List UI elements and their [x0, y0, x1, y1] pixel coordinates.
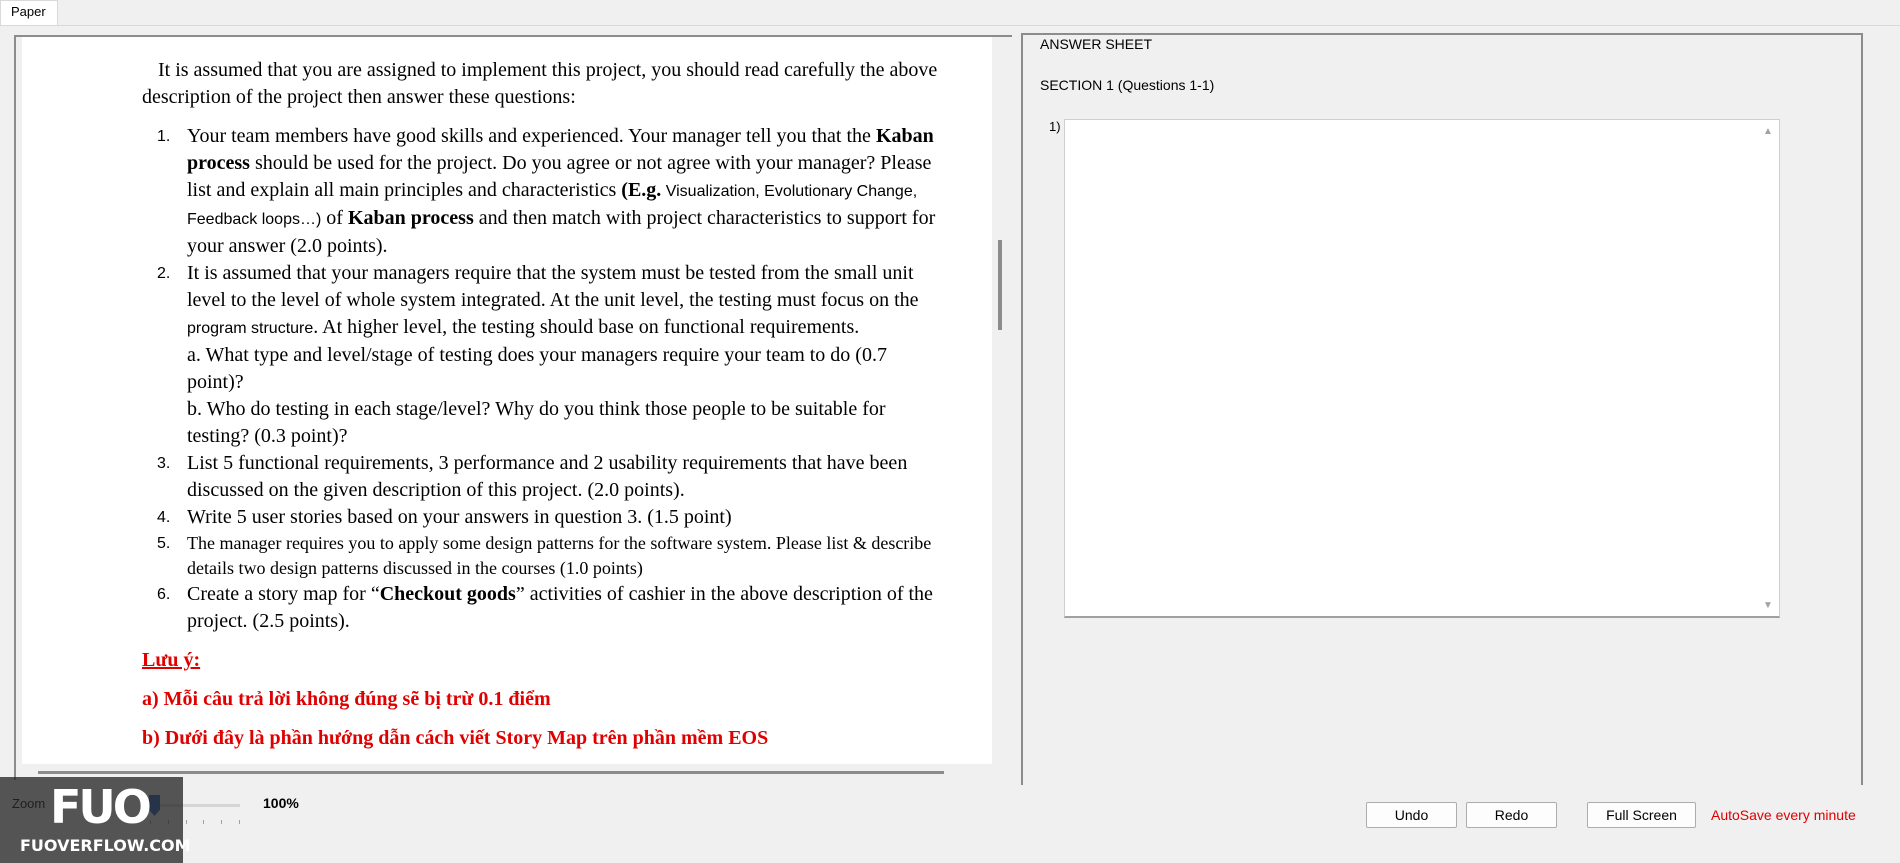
- intro-paragraph: It is assumed that you are assigned to implement this project, you should read carefully the above description of the project then answer these questions:: [142, 59, 938, 108]
- bold-term: (E.g.: [621, 179, 662, 201]
- question-text: It is assumed that your managers require that the system must be tested from the small unit level to the level of whole system integrated. At the unit level, the testing must focus on the: [187, 262, 919, 311]
- autosave-notice: AutoSave every minute: [1711, 807, 1856, 823]
- exam-questions: [142, 57, 942, 752]
- scroll-up-arrow-icon[interactable]: ▲: [1763, 126, 1773, 137]
- full-screen-button[interactable]: Full Screen: [1587, 802, 1696, 828]
- redo-button[interactable]: Redo: [1466, 802, 1557, 828]
- question-text: ” activities of cashier in the above description of the project. (2.5 points).: [187, 583, 933, 632]
- bold-term: Kaban process: [187, 125, 934, 174]
- question-number: 2.: [157, 265, 171, 282]
- question-text: . At higher level, the testing should base on functional requirements.: [313, 316, 860, 338]
- question-text: List 5 functional requirements, 3 performance and 2 usability requirements that have been discussed on the given description of this project. (2.0 points).: [187, 452, 908, 501]
- question-number: 5.: [157, 535, 171, 552]
- question-1: [142, 123, 942, 260]
- answer-sheet-title: ANSWER SHEET: [1040, 36, 1153, 52]
- undo-button[interactable]: Undo: [1366, 802, 1457, 828]
- section-title: SECTION 1 (Questions 1-1): [1040, 77, 1215, 93]
- tab-paper[interactable]: Paper: [0, 0, 58, 25]
- watermark-text: FUOVERFLOW.COM: [20, 836, 191, 855]
- note-a: a) Mỗi câu trả lời không đúng sẽ bị trừ 0.1 điểm: [142, 688, 551, 710]
- paper-vertical-scrollbar[interactable]: [998, 240, 1002, 330]
- question-number: 3.: [157, 455, 171, 472]
- tab-strip: [0, 0, 1900, 26]
- note-b: b) Dưới đây là phần hướng dẫn cách viết Story Map trên phần mềm EOS: [142, 727, 769, 749]
- example-list: Visualization, Evolutionary Change, Feedback loops…): [187, 183, 918, 228]
- paper-page: [22, 37, 992, 764]
- question-text: and then match with project characteristics to support for your answer (2.0 points).: [187, 207, 936, 257]
- question-text: should be used for the project. Do you agree or not agree with your manager? Please list and explain all main principles and characteristics: [187, 152, 932, 201]
- zoom-value: 100%: [263, 795, 299, 811]
- question-6: [142, 581, 942, 635]
- bold-term: Kaban process: [347, 207, 474, 229]
- question-2a: a. What type and level/stage of testing does your managers require your team to do (0.7 point)?: [187, 344, 887, 393]
- scroll-down-arrow-icon[interactable]: ▼: [1763, 600, 1773, 611]
- question-5: [142, 531, 942, 581]
- question-3: [142, 450, 942, 504]
- answer-textarea[interactable]: [1064, 119, 1780, 618]
- question-text: Write 5 user stories based on your answers in question 3. (1.5 point): [187, 506, 732, 528]
- paper-horizontal-scrollbar[interactable]: [38, 771, 944, 774]
- question-text: The manager requires you to apply some design patterns for the software system. Please list & describe details two design patterns discussed in the courses (1.0 points): [187, 533, 932, 578]
- answer-number: 1): [1049, 119, 1061, 134]
- note-title: Lưu ý:: [142, 649, 201, 671]
- question-2: [142, 260, 942, 450]
- question-2b: b. Who do testing in each stage/level? Why do you think those people to be suitable for testing? (0.3 point)?: [187, 398, 886, 447]
- question-number: 6.: [157, 586, 171, 603]
- watermark-logo: FUO: [50, 780, 149, 834]
- question-text: Create a story map for “: [187, 583, 380, 605]
- question-number: 1.: [157, 128, 171, 145]
- question-number: 4.: [157, 509, 171, 526]
- question-text: of: [321, 207, 348, 229]
- bold-term: Checkout goods: [379, 583, 516, 605]
- question-4: [142, 504, 942, 531]
- question-text: program structure: [187, 320, 314, 337]
- question-text: Your team members have good skills and experienced. Your manager tell you that the: [187, 125, 876, 147]
